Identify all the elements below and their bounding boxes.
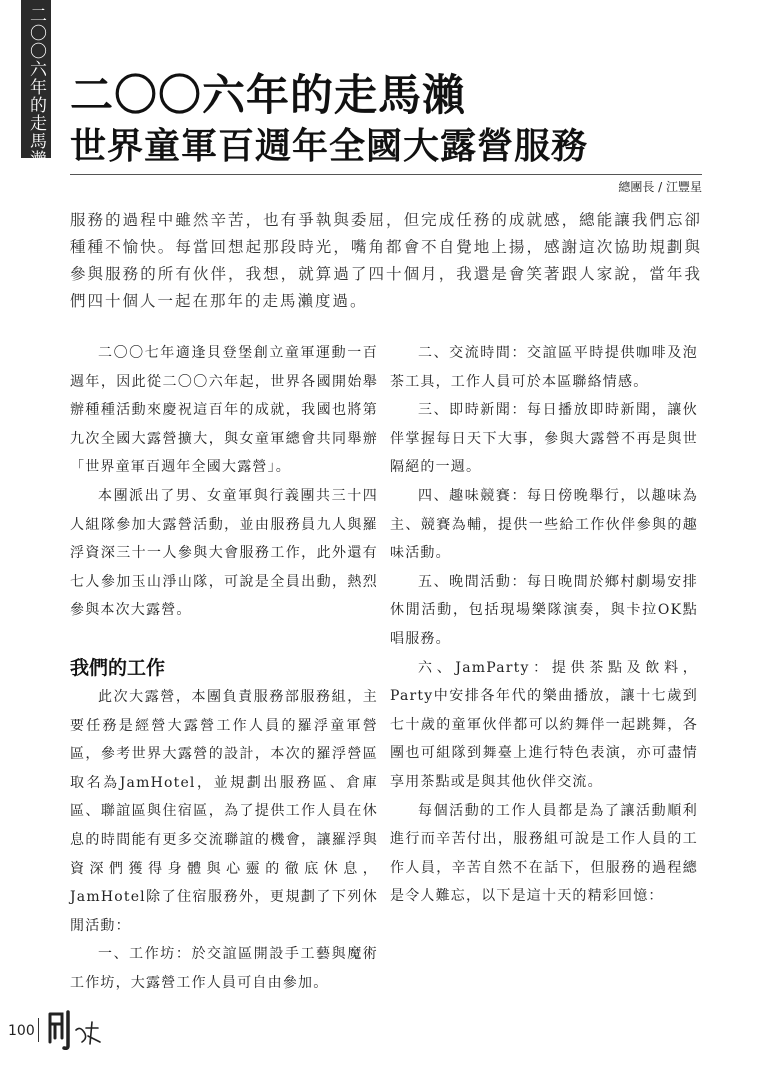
- body-paragraph: 一、工作坊：於交誼區開設手工藝與魔術工作坊，大露營工作人員可自由參加。: [70, 946, 378, 991]
- right-column: [390, 339, 698, 911]
- body-paragraph: 四、趣味競賽：每日傍晚舉行，以趣味為主、競賽為輔，提供一些給工作伙伴參與的趣味活動。: [390, 487, 698, 562]
- body-paragraph: 每個活動的工作人員都是為了讓活動順利進行而辛苦付出，服務組可說是工作人員的工作人員，辛苦自然不在話下，但服務的過程總是令人難忘，以下是這十天的精彩回憶：: [390, 802, 698, 905]
- body-paragraph: 此次大露營，本團負責服務部服務組，主要任務是經營大露營工作人員的羅浮童軍營區，參考世界大露營的設計，本次的羅浮營區取名為JamHotel，並規劃出服務區、倉庫區、聯誼區與住宿區，為了提供工作人員在休息的時間能有更多交流聯誼的機會，讓羅浮與資深們獲得身體與心靈的徹底休息，JamHotel除了住宿服務外，更規劃了下列休閒活動：: [70, 688, 378, 934]
- body-paragraph: 六、JamParty：提供茶點及飲料，Party中安排各年代的樂曲播放，讓十七歲到七十歲的童軍伙伴都可以約舞伴一起跳舞，各團也可組隊到舞臺上進行特色表演，亦可盡情享用茶點或是與其他伙伴交流。: [390, 659, 698, 790]
- left-column: [70, 339, 378, 997]
- article-title: 二〇〇六年的走馬瀨: [70, 71, 466, 121]
- sidebar-label: 二〇〇六年的走馬瀨: [26, 6, 46, 168]
- body-paragraph: 三、即時新聞：每日播放即時新聞，讓伙伴掌握每日天下大事，參與大露營不再是與世隔絕的一週。: [390, 402, 698, 476]
- magazine-logo-icon: [44, 1008, 104, 1050]
- intro-paragraph: 服務的過程中雖然辛苦，也有爭執與委屈，但完成任務的成就感，總能讓我們忘卻種種不愉快。每當回想起那段時光，嘴角都會不自覺地上揚，感謝這次協助規劃與參與服務的所有伙伴，我想，就算過了四十個月，我還是會笑著跟人家說，當年我們四十個人一起在那年的走馬瀨度過。: [70, 211, 702, 310]
- author-byline: 總團長 / 江豐星: [618, 180, 702, 194]
- body-paragraph: 二〇〇七年適逢貝登堡創立童軍運動一百週年，因此從二〇〇六年起，世界各國開始舉辦種種活動來慶祝這百年的成就，我國也將第九次全國大露營擴大，與女童軍總會共同舉辦「世界童軍百週年全國大露營」。: [70, 345, 378, 476]
- section-heading: 我們的工作: [70, 656, 166, 679]
- title-divider: [70, 174, 702, 175]
- body-paragraph: 本團派出了男、女童軍與行義團共三十四人組隊參加大露營活動，並由服務員九人與羅浮資深三十一人參與大會服務工作，此外還有七人參加玉山淨山隊，可說是全員出動，熱烈參與本次大露營。: [70, 487, 378, 619]
- body-paragraph: 五、晚間活動：每日晚間於鄉村劇場安排休閒活動，包括現場樂隊演奏，與卡拉OK點唱服務。: [390, 573, 698, 647]
- footer-divider: [38, 1018, 39, 1042]
- body-paragraph: 二、交流時間：交誼區平時提供咖啡及泡茶工具，工作人員可於本區聯絡情感。: [390, 345, 698, 390]
- page-number: 100: [8, 1023, 35, 1039]
- article-subtitle: 世界童軍百週年全國大露營服務: [70, 126, 589, 167]
